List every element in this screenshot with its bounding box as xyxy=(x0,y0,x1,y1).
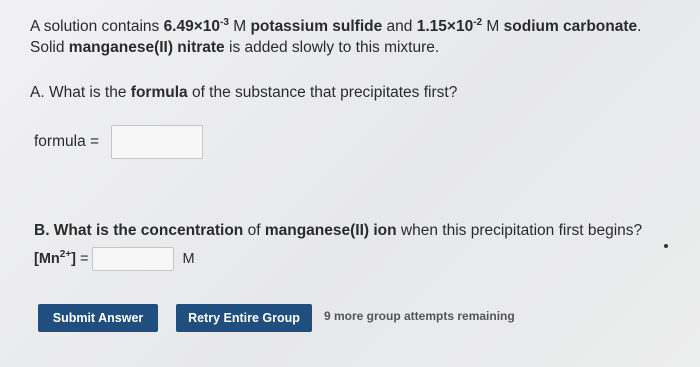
question-b-keyword-2: manganese(II) ion xyxy=(264,222,397,239)
text-span: when this precipitation first begins? xyxy=(396,222,643,239)
concentration-2-exponent: -2 xyxy=(473,16,483,28)
salt-2-name: sodium carbonate xyxy=(503,18,638,35)
formula-answer-row xyxy=(34,125,203,159)
added-reagent-name: manganese(II) nitrate xyxy=(68,39,225,56)
formula-input[interactable] xyxy=(111,125,203,159)
unit-label: M xyxy=(182,251,195,267)
text-span: A solution contains xyxy=(30,18,164,35)
text-span: B. What is the xyxy=(34,222,141,239)
question-a-keyword: formula xyxy=(130,84,188,101)
question-b-keyword-1: concentration xyxy=(140,222,244,239)
statement-line-2 xyxy=(30,37,641,58)
concentration-1 xyxy=(164,18,229,35)
bullet-dot xyxy=(664,244,668,248)
concentration-1-exponent: -3 xyxy=(220,16,229,28)
retry-entire-group-button[interactable]: Retry Entire Group xyxy=(176,304,312,332)
question-a xyxy=(30,84,457,102)
question-b-prefix xyxy=(34,222,141,239)
salt-1-name: potassium sulfide xyxy=(250,18,383,35)
question-b xyxy=(34,222,642,240)
mn-concentration-input[interactable] xyxy=(92,247,174,271)
concentration-1-mantissa: 6.49×10 xyxy=(163,18,221,35)
text-span: is added slowly to this mixture. xyxy=(224,39,440,56)
text-span: M xyxy=(228,18,251,35)
text-span: . xyxy=(637,18,642,35)
concentration-2-mantissa: 1.15×10 xyxy=(416,18,474,35)
mn-ion-label xyxy=(34,251,76,267)
attempts-remaining-text: 9 more group attempts remaining xyxy=(324,309,515,323)
text-span: of xyxy=(243,222,265,239)
text-span: M xyxy=(482,18,504,35)
mn-label-close: ] xyxy=(71,251,77,267)
mn-concentration-row xyxy=(34,247,195,271)
problem-statement xyxy=(30,16,641,58)
text-span: A. What is the xyxy=(30,84,131,101)
mn-label-open: [Mn xyxy=(34,251,60,267)
concentration-2 xyxy=(417,18,482,35)
submit-answer-button[interactable]: Submit Answer xyxy=(38,304,158,332)
equals-sign: = xyxy=(90,133,100,150)
mn-charge: 2+ xyxy=(59,249,72,261)
text-span: and xyxy=(382,18,417,35)
formula-label xyxy=(34,133,99,151)
text-span: of the substance that precipitates first? xyxy=(187,84,458,101)
text-span: Solid xyxy=(30,39,69,56)
statement-line-1 xyxy=(30,16,641,37)
formula-label-text: formula xyxy=(34,133,86,150)
equals-sign: = xyxy=(80,251,89,267)
